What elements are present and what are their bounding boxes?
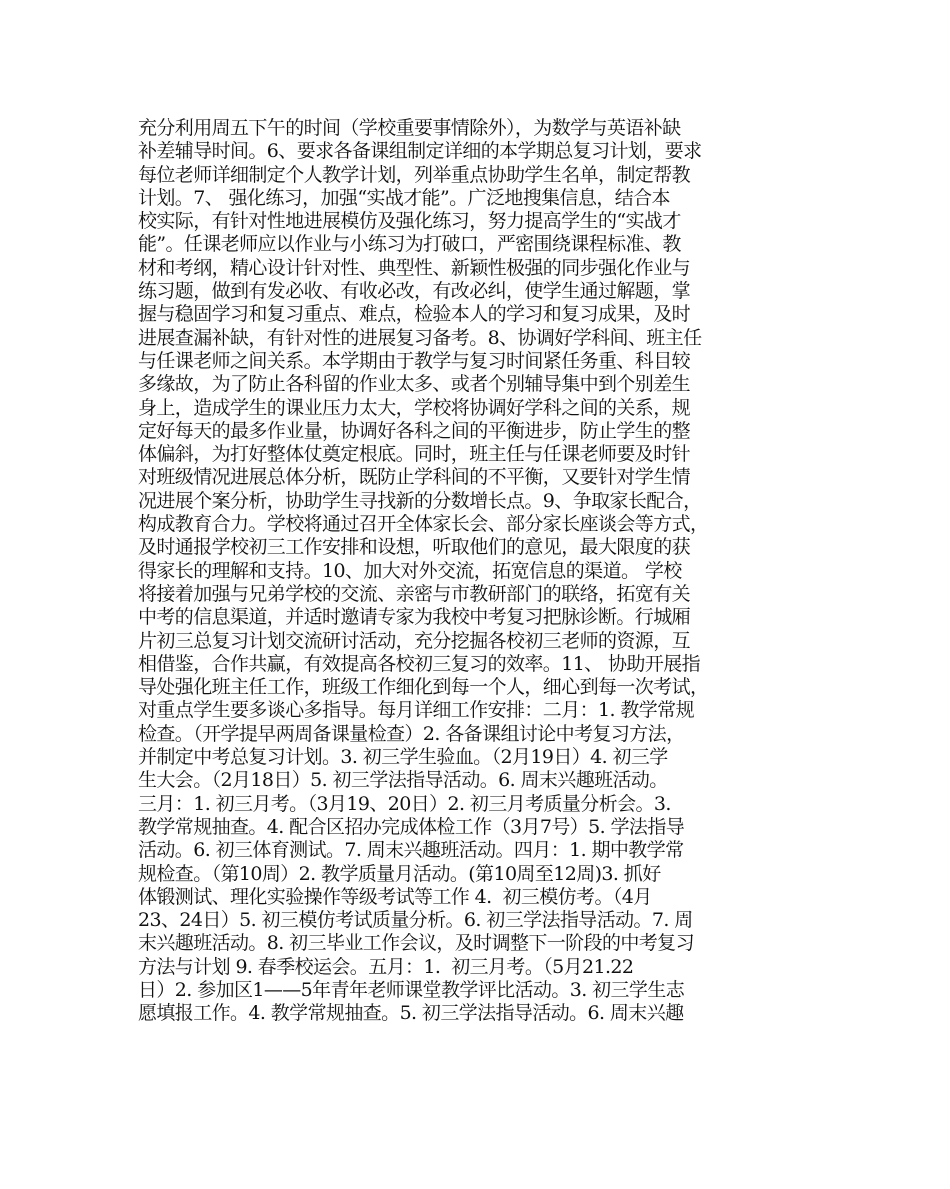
text-line: 计划。7、 强化练习，加强“实战才能”。广泛地搜集信息，结合本: [138, 186, 670, 209]
text-line: 及时通报学校初三工作安排和设想，听取他们的意见，最大限度的获: [138, 536, 691, 559]
text-line: 教学常规抽查。4. 配合区招办完成体检工作（3月7号）5. 学法指导: [138, 815, 685, 838]
text-line: 并制定中考总复习计划。3. 初三学生验血。（2月19日）4. 初三学: [138, 746, 668, 769]
text-line: 片初三总复习计划交流研讨活动，充分挖掘各校初三老师的资源，互: [138, 629, 691, 652]
text-line: 对班级情况进展总体分析，既防止学科间的不平衡，又要针对学生情: [138, 466, 691, 489]
text-line: 导处强化班主任工作，班级工作细化到每一个人，细心到每一次考试，: [138, 676, 709, 699]
text-line: 规检查。（第10周）2. 教学质量月活动。(第10周至12周)3. 抓好: [138, 862, 661, 885]
text-line: 方法与计划 9. 春季校运会。五月：1. 初三月考。（5月21.22: [138, 955, 634, 978]
text-line: 握与稳固学习和复习重点、难点，检验本人的学习和复习成果，及时: [138, 303, 691, 326]
text-line: 对重点学生要多谈心多指导。每月详细工作安排：二月：1. 教学常规: [138, 699, 694, 722]
text-line: 三月：1. 初三月考。（3月19、20日）2. 初三月考质量分析会。3.: [138, 792, 671, 815]
text-line: 能”。任课老师应以作业与小练习为打破口，严密围绕课程标准、教: [138, 233, 681, 256]
text-line: 愿填报工作。4. 教学常规抽查。5. 初三学法指导活动。6. 周末兴趣: [138, 1002, 684, 1025]
text-line: 补差辅导时间。6、要求各备课组制定详细的本学期总复习计划，要求: [138, 140, 702, 163]
text-line: 得家长的理解和支持。10、加大对外交流，拓宽信息的渠道。 学校: [138, 559, 682, 582]
text-line: 将接着加强与兄弟学校的交流、亲密与市教研部门的联络，拓宽有关: [138, 582, 691, 605]
text-line: 生大会。（2月18日）5. 初三学法指导活动。6. 周末兴趣班活动。: [138, 769, 668, 792]
text-line: 构成教育合力。学校将通过召开全体家长会、部分家长座谈会等方式，: [138, 513, 709, 536]
text-line: 校实际，有针对性地进展模仿及强化练习，努力提高学生的“实战才: [138, 210, 681, 233]
text-line: 每位老师详细制定个人教学计划，列举重点协助学生名单，制定帮教: [138, 163, 691, 186]
text-line: 体锻测试、理化实验操作等级考试等工作 4. 初三模仿考。（4月: [138, 885, 652, 908]
text-line: 日）2. 参加区1——5年青年老师课堂教学评比活动。3. 初三学生志: [138, 978, 685, 1001]
text-line: 体偏斜，为打好整体仗奠定根底。同时，班主任与任课老师要及时针: [138, 443, 691, 466]
text-line: 23、24日）5. 初三模仿考试质量分析。6. 初三学法指导活动。7. 周: [138, 909, 693, 932]
text-line: 与任课老师之间关系。本学期由于教学与复习时间紧任务重、科目较: [138, 349, 691, 372]
text-line: 多缘故，为了防止各科留的作业太多、或者个别辅导集中到个别差生: [138, 373, 691, 396]
text-line: 练习题，做到有发必收、有收必改，有改必纠，使学生通过解题，掌: [138, 280, 691, 303]
text-line: 进展查漏补缺，有针对性的进展复习备考。8、协调好学科间、班主任: [138, 326, 702, 349]
text-line: 相借鉴，合作共赢，有效提高各校初三复习的效率。11、 协助开展指: [138, 652, 701, 675]
text-line: 身上，造成学生的课业压力太大，学校将协调好学科之间的关系，规: [138, 396, 691, 419]
text-line: 检查。（开学提早两周备课量检查）2. 各备课组讨论中考复习方法，: [138, 722, 685, 745]
text-line: 活动。6. 初三体育测试。7. 周末兴趣班活动。四月：1. 期中教学常: [138, 839, 684, 862]
text-line: 中考的信息渠道，并适时邀请专家为我校中考复习把脉诊断。行城厢: [138, 606, 691, 629]
document-page: [138, 117, 814, 1026]
text-line: 末兴趣班活动。8. 初三毕业工作会议，及时调整下一阶段的中考复习: [138, 932, 694, 955]
text-line: 定好每天的最多作业量，协调好各科之间的平衡进步，防止学生的整: [138, 419, 691, 442]
text-line: 充分利用周五下午的时间（学校重要事情除外），为数学与英语补缺: [138, 117, 681, 139]
text-line: 况进展个案分析，协助学生寻找新的分数增长点。9、争取家长配合，: [138, 489, 702, 512]
text-line: 材和考纲，精心设计针对性、典型性、新颖性极强的同步强化作业与: [138, 256, 691, 279]
